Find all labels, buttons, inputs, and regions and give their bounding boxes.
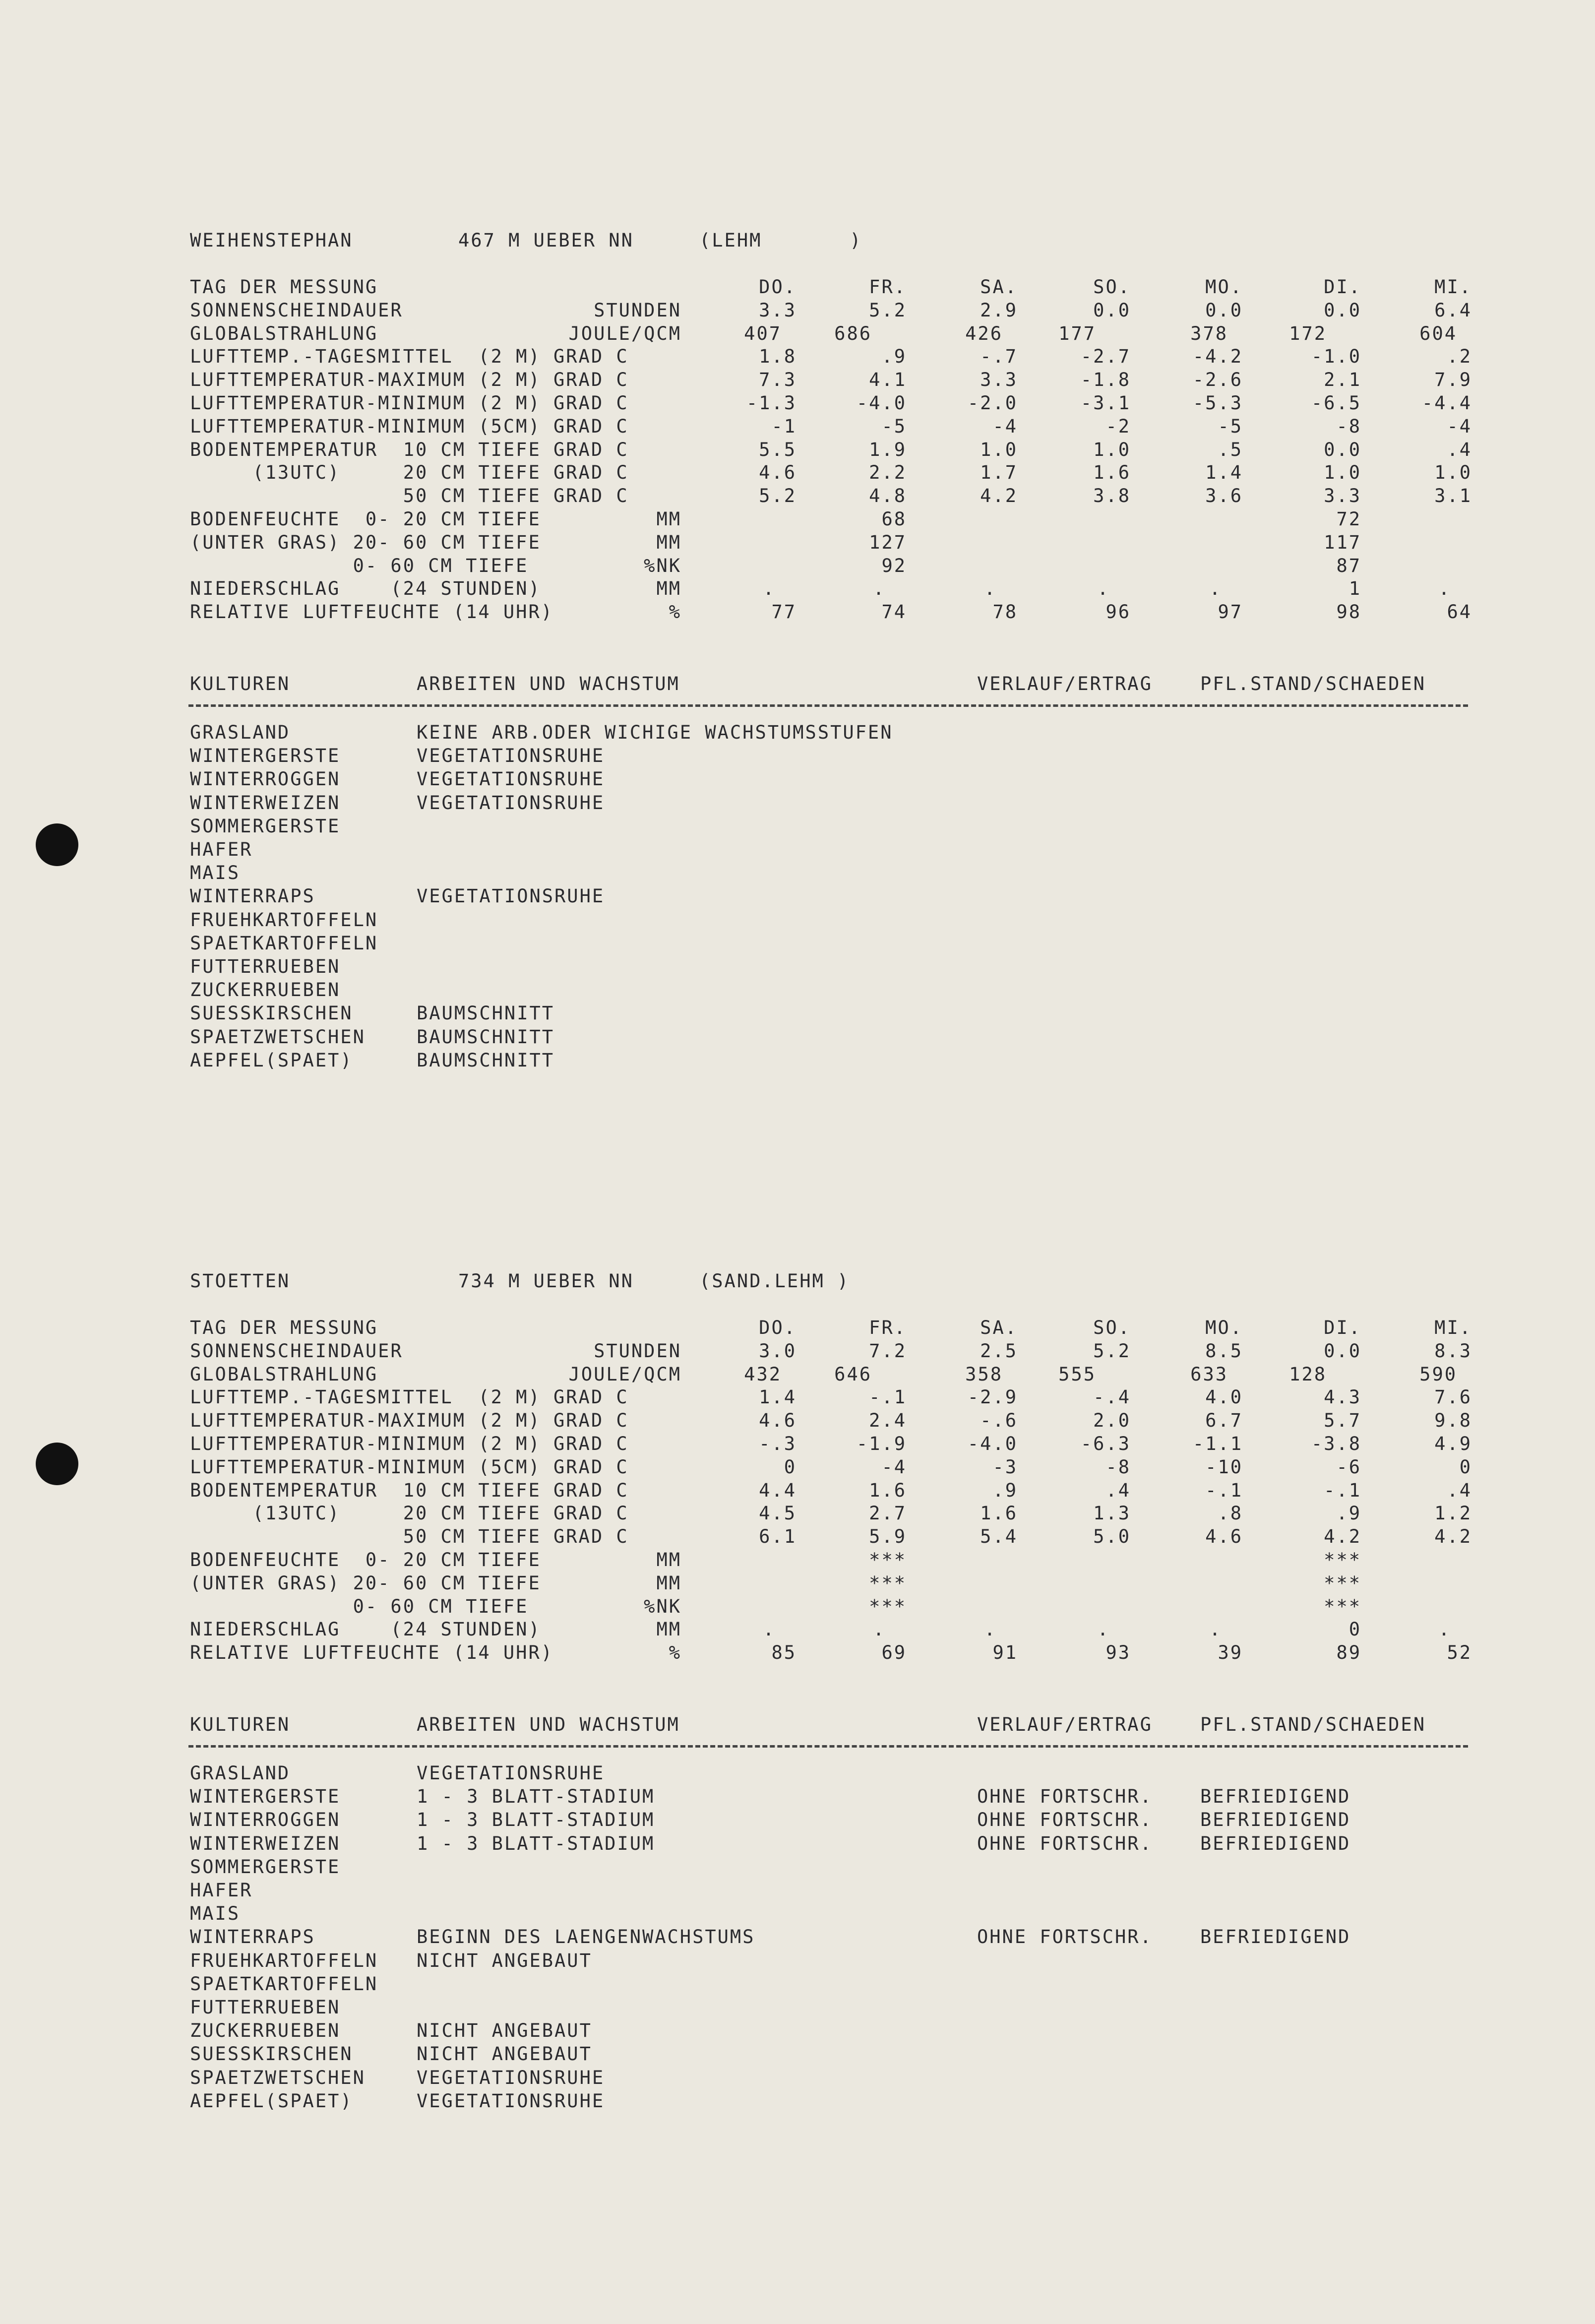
measurement-value: -2 <box>1105 415 1131 437</box>
measurement-value: 555 <box>1058 1363 1096 1385</box>
measurement-label: 0- 60 CM TIEFE <box>190 1595 529 1617</box>
culture-name: SOMMERGERSTE <box>190 815 341 837</box>
measurement-unit: MM <box>656 1572 681 1594</box>
measurement-label: RELATIVE LUFTFEUCHTE (14 UHR) <box>190 1642 554 1664</box>
measurement-label: NIEDERSCHLAG (24 STUNDEN) <box>190 578 541 600</box>
measurement-unit: STUNDEN <box>594 1340 681 1362</box>
measurement-value: 78 <box>992 601 1018 623</box>
measurement-value: 89 <box>1336 1642 1361 1664</box>
day-header: SA. <box>980 1317 1018 1338</box>
measurement-value: 6.7 <box>1205 1410 1243 1432</box>
culture-arbeiten: 1 - 3 BLATT-STADIUM <box>417 1832 655 1854</box>
measurement-value: .8 <box>1218 1503 1243 1524</box>
culture-name: FRUEHKARTOFFELN <box>190 909 378 931</box>
culture-name: WINTERGERSTE <box>190 745 341 767</box>
culture-name: FUTTERRUEBEN <box>190 956 341 977</box>
measurement-unit: % <box>669 601 681 623</box>
culture-header-stand: PFL.STAND/SCHAEDEN <box>1200 673 1426 694</box>
measurement-value: -8 <box>1105 1456 1131 1478</box>
measurement-value: 8.5 <box>1205 1340 1243 1362</box>
measurement-value: . <box>763 578 776 600</box>
measurement-value: 3.1 <box>1434 485 1472 507</box>
culture-arbeiten: NICHT ANGEBAUT <box>417 2020 592 2042</box>
measurement-value: .2 <box>1447 346 1472 368</box>
culture-name: WINTERRAPS <box>190 885 315 907</box>
measurement-label: RELATIVE LUFTFEUCHTE (14 UHR) <box>190 601 554 623</box>
day-header: SA. <box>980 276 1018 298</box>
measurement-value: 4.4 <box>759 1479 797 1501</box>
measurement-value: 8.3 <box>1434 1340 1472 1362</box>
measurement-value: . <box>1438 1619 1451 1640</box>
measurement-label: LUFTTEMP.-TAGESMITTEL (2 M) GRAD C <box>190 346 629 368</box>
measurement-value: 7.2 <box>869 1340 907 1362</box>
measurement-label: LUFTTEMPERATUR-MINIMUM (2 M) GRAD C <box>190 392 629 414</box>
station-altitude: 467 M UEBER NN <box>458 230 634 251</box>
culture-name: AEPFEL(SPAET) <box>190 2090 353 2112</box>
measurement-value: -2.0 <box>967 392 1018 414</box>
culture-name: FRUEHKARTOFFELN <box>190 1949 378 1971</box>
measurement-value: 96 <box>1105 601 1131 623</box>
measurement-value: .9 <box>1336 1503 1361 1524</box>
measurement-unit: MM <box>656 508 681 530</box>
culture-name: HAFER <box>190 839 253 860</box>
measurement-label: (13UTC) 20 CM TIEFE GRAD C <box>190 1503 629 1524</box>
measurement-value: -2.7 <box>1080 346 1131 368</box>
measurement-value: -10 <box>1205 1456 1243 1478</box>
measurement-value: 4.2 <box>1324 1526 1361 1548</box>
measurement-unit: STUNDEN <box>594 299 681 321</box>
culture-arbeiten: BEGINN DES LAENGENWACHSTUMS <box>417 1926 755 1948</box>
culture-name: SUESSKIRSCHEN <box>190 1003 353 1024</box>
measurement-label: LUFTTEMP.-TAGESMITTEL (2 M) GRAD C <box>190 1386 629 1408</box>
culture-name: WINTERROGGEN <box>190 1809 341 1831</box>
measurement-value: -4.4 <box>1421 392 1472 414</box>
measurement-value: -1 <box>771 415 797 437</box>
measurement-value: -8 <box>1336 415 1361 437</box>
measurement-value: . <box>763 1619 776 1640</box>
culture-name: SPAETKARTOFFELN <box>190 1973 378 1995</box>
measurement-value: 3.0 <box>759 1340 797 1362</box>
measurement-value: 1.4 <box>759 1386 797 1408</box>
measurement-label: LUFTTEMPERATUR-MAXIMUM (2 M) GRAD C <box>190 1410 629 1432</box>
day-header: SO. <box>1093 276 1131 298</box>
measurement-value: 358 <box>965 1363 1003 1385</box>
measurement-value: 74 <box>881 601 907 623</box>
culture-name: AEPFEL(SPAET) <box>190 1049 353 1071</box>
measurement-value: . <box>873 1619 886 1640</box>
culture-arbeiten: VEGETATIONSRUHE <box>417 745 605 767</box>
measurement-value: 39 <box>1218 1642 1243 1664</box>
measurement-value: *** <box>869 1549 907 1570</box>
culture-verlauf: OHNE FORTSCHR. <box>977 1926 1153 1948</box>
measurement-value: 172 <box>1289 322 1327 344</box>
measurement-label: LUFTTEMPERATUR-MINIMUM (2 M) GRAD C <box>190 1433 629 1454</box>
measurement-value: -3.1 <box>1080 392 1131 414</box>
measurement-value: -1.9 <box>856 1433 907 1454</box>
measurement-value: . <box>873 578 886 600</box>
measurement-value: 2.4 <box>869 1410 907 1432</box>
measurement-value: 5.9 <box>869 1526 907 1548</box>
day-header: MI. <box>1434 276 1472 298</box>
measurement-value: -4.2 <box>1192 346 1243 368</box>
culture-stand: BEFRIEDIGEND <box>1200 1926 1351 1948</box>
measurement-value: 1.6 <box>980 1503 1018 1524</box>
measurement-value: -4.0 <box>856 392 907 414</box>
measurement-value: -.6 <box>980 1410 1018 1432</box>
measurement-value: *** <box>869 1595 907 1617</box>
measurement-value: *** <box>869 1572 907 1594</box>
measurement-value: 1.6 <box>1093 462 1131 484</box>
culture-verlauf: OHNE FORTSCHR. <box>977 1809 1153 1831</box>
punch-hole <box>36 1443 78 1485</box>
day-header: MO. <box>1205 276 1243 298</box>
culture-header-arbeiten: ARBEITEN UND WACHSTUM <box>417 673 680 694</box>
measurement-value: -2.6 <box>1192 369 1243 391</box>
punch-hole <box>36 823 78 866</box>
culture-name: SPAETZWETSCHEN <box>190 1026 366 1048</box>
dashed-divider <box>188 704 1468 707</box>
measurement-value: 0 <box>1459 1456 1472 1478</box>
culture-arbeiten: VEGETATIONSRUHE <box>417 1762 605 1784</box>
measurement-label: GLOBALSTRAHLUNG <box>190 322 378 344</box>
measurement-value: 604 <box>1419 322 1457 344</box>
measurement-value: 52 <box>1447 1642 1472 1664</box>
measurement-value: 177 <box>1058 322 1096 344</box>
measurement-value: 5.4 <box>980 1526 1018 1548</box>
culture-name: ZUCKERRUEBEN <box>190 2020 341 2042</box>
culture-arbeiten: BAUMSCHNITT <box>417 1003 555 1024</box>
measurement-value: -.1 <box>869 1386 907 1408</box>
measurement-value: 5.0 <box>1093 1526 1131 1548</box>
measurement-label: LUFTTEMPERATUR-MINIMUM (5CM) GRAD C <box>190 1456 629 1478</box>
measurement-value: *** <box>1324 1549 1361 1570</box>
day-header: DO. <box>759 276 797 298</box>
measurement-value: 686 <box>834 322 872 344</box>
measurement-value: 1.4 <box>1205 462 1243 484</box>
measurement-value: 4.6 <box>759 462 797 484</box>
measurement-value: -3.8 <box>1311 1433 1361 1454</box>
culture-name: MAIS <box>190 862 241 884</box>
measurement-value: -4 <box>881 1456 907 1478</box>
measurement-value: 1.9 <box>869 439 907 460</box>
measurement-value: -2.9 <box>967 1386 1018 1408</box>
measurement-unit: %NK <box>644 1595 681 1617</box>
measurement-value: -1.3 <box>746 392 797 414</box>
measurement-unit: JOULE/QCM <box>568 1363 681 1385</box>
culture-arbeiten: 1 - 3 BLATT-STADIUM <box>417 1809 655 1831</box>
measurement-value: . <box>984 578 997 600</box>
measurement-value: 5.5 <box>759 439 797 460</box>
measurement-label: (UNTER GRAS) 20- 60 CM TIEFE <box>190 531 541 553</box>
measurement-value: .4 <box>1447 1479 1472 1501</box>
measurement-value: 68 <box>881 508 907 530</box>
measurement-value: 2.9 <box>980 299 1018 321</box>
station-name: STOETTEN <box>190 1270 291 1292</box>
measurement-value: 97 <box>1218 601 1243 623</box>
measurement-value: 432 <box>744 1363 782 1385</box>
measurement-value: 2.5 <box>980 1340 1018 1362</box>
measurement-value: 4.5 <box>759 1503 797 1524</box>
measurement-value: 2.7 <box>869 1503 907 1524</box>
measurement-unit: MM <box>656 1549 681 1570</box>
culture-name: WINTERRAPS <box>190 1926 315 1948</box>
measurement-value: 590 <box>1419 1363 1457 1385</box>
measurement-value: 5.2 <box>1093 1340 1131 1362</box>
station-soil: (LEHM ) <box>699 230 862 251</box>
measurement-value: -4 <box>992 415 1018 437</box>
measurement-value: -.7 <box>980 346 1018 368</box>
measurement-value: 0.0 <box>1324 439 1361 460</box>
measurement-value: -1.1 <box>1192 1433 1243 1454</box>
culture-arbeiten: NICHT ANGEBAUT <box>417 2043 592 2065</box>
measurement-value: -4 <box>1447 415 1472 437</box>
measurement-value: . <box>1438 578 1451 600</box>
measurement-label: SONNENSCHEINDAUER <box>190 1340 403 1362</box>
culture-name: ZUCKERRUEBEN <box>190 979 341 1001</box>
measurement-value: 1.3 <box>1093 1503 1131 1524</box>
measurement-value: 646 <box>834 1363 872 1385</box>
measurement-value: 64 <box>1447 601 1472 623</box>
measurement-value: .4 <box>1105 1479 1131 1501</box>
measurement-label: BODENFEUCHTE 0- 20 CM TIEFE <box>190 508 541 530</box>
measurement-value: 6.1 <box>759 1526 797 1548</box>
measurement-value: -4.0 <box>967 1433 1018 1454</box>
measurement-value: 87 <box>1336 555 1361 576</box>
measurement-value: 1.6 <box>869 1479 907 1501</box>
measurement-value: .5 <box>1218 439 1243 460</box>
culture-name: MAIS <box>190 1903 241 1925</box>
measurement-value: 4.2 <box>1434 1526 1472 1548</box>
day-header: MO. <box>1205 1317 1243 1338</box>
measurement-label: TAG DER MESSUNG <box>190 276 378 298</box>
measurement-value: -.3 <box>759 1433 797 1454</box>
measurement-value: . <box>1209 578 1222 600</box>
measurement-value: 407 <box>744 322 782 344</box>
culture-header-verlauf: VERLAUF/ERTRAG <box>977 673 1153 694</box>
measurement-value: 0.0 <box>1093 299 1131 321</box>
measurement-value: 0.0 <box>1324 299 1361 321</box>
culture-arbeiten: VEGETATIONSRUHE <box>417 792 605 814</box>
measurement-value: -.1 <box>1324 1479 1361 1501</box>
measurement-label: NIEDERSCHLAG (24 STUNDEN) <box>190 1619 541 1640</box>
measurement-value: 3.6 <box>1205 485 1243 507</box>
measurement-value: . <box>1097 578 1110 600</box>
measurement-value: *** <box>1324 1572 1361 1594</box>
culture-name: WINTERWEIZEN <box>190 1832 341 1854</box>
measurement-label: 50 CM TIEFE GRAD C <box>190 1526 629 1548</box>
measurement-value: 5.2 <box>759 485 797 507</box>
measurement-value: 4.3 <box>1324 1386 1361 1408</box>
measurement-value: 4.1 <box>869 369 907 391</box>
culture-header-arbeiten: ARBEITEN UND WACHSTUM <box>417 1714 680 1735</box>
culture-header-kulturen: KULTUREN <box>190 673 291 694</box>
measurement-unit: JOULE/QCM <box>568 322 681 344</box>
measurement-value: 2.0 <box>1093 1410 1131 1432</box>
measurement-value: .9 <box>992 1479 1018 1501</box>
culture-arbeiten: VEGETATIONSRUHE <box>417 2090 605 2112</box>
measurement-value: 4.6 <box>1205 1526 1243 1548</box>
culture-name: FUTTERRUEBEN <box>190 1997 341 2018</box>
measurement-value: 2.2 <box>869 462 907 484</box>
day-header: SO. <box>1093 1317 1131 1338</box>
culture-verlauf: OHNE FORTSCHR. <box>977 1786 1153 1808</box>
measurement-value: -5 <box>1218 415 1243 437</box>
measurement-value: -6.3 <box>1080 1433 1131 1454</box>
culture-arbeiten: BAUMSCHNITT <box>417 1049 555 1071</box>
measurement-value: 77 <box>771 601 797 623</box>
measurement-value: 5.2 <box>869 299 907 321</box>
culture-arbeiten: BAUMSCHNITT <box>417 1026 555 1048</box>
culture-arbeiten: VEGETATIONSRUHE <box>417 885 605 907</box>
culture-arbeiten: VEGETATIONSRUHE <box>417 768 605 790</box>
measurement-value: 2.1 <box>1324 369 1361 391</box>
measurement-value: 426 <box>965 322 1003 344</box>
measurement-unit: MM <box>656 1619 681 1640</box>
day-header: DI. <box>1324 276 1361 298</box>
measurement-value: -6 <box>1336 1456 1361 1478</box>
measurement-value: 1.0 <box>1434 462 1472 484</box>
measurement-value: -3 <box>992 1456 1018 1478</box>
measurement-label: BODENFEUCHTE 0- 20 CM TIEFE <box>190 1549 541 1570</box>
measurement-value: -.1 <box>1205 1479 1243 1501</box>
measurement-unit: MM <box>656 531 681 553</box>
measurement-value: -.4 <box>1093 1386 1131 1408</box>
measurement-value: 1.0 <box>980 439 1018 460</box>
measurement-value: 4.0 <box>1205 1386 1243 1408</box>
measurement-value: 4.2 <box>980 485 1018 507</box>
measurement-value: 1.0 <box>1093 439 1131 460</box>
culture-stand: BEFRIEDIGEND <box>1200 1809 1351 1831</box>
measurement-value: -1.0 <box>1311 346 1361 368</box>
measurement-value: 3.3 <box>980 369 1018 391</box>
measurement-value: -5.3 <box>1192 392 1243 414</box>
measurement-value: 128 <box>1289 1363 1327 1385</box>
measurement-value: 1.7 <box>980 462 1018 484</box>
measurement-value: . <box>984 1619 997 1640</box>
measurement-value: 3.3 <box>1324 485 1361 507</box>
measurement-label: SONNENSCHEINDAUER <box>190 299 403 321</box>
measurement-label: LUFTTEMPERATUR-MINIMUM (5CM) GRAD C <box>190 415 629 437</box>
culture-arbeiten: NICHT ANGEBAUT <box>417 1949 592 1971</box>
day-header: DO. <box>759 1317 797 1338</box>
station-soil: (SAND.LEHM ) <box>699 1270 850 1292</box>
measurement-value: 378 <box>1190 322 1228 344</box>
culture-name: SOMMERGERSTE <box>190 1856 341 1878</box>
measurement-label: BODENTEMPERATUR 10 CM TIEFE GRAD C <box>190 1479 629 1501</box>
measurement-value: 5.7 <box>1324 1410 1361 1432</box>
measurement-value: 3.8 <box>1093 485 1131 507</box>
measurement-value: 85 <box>771 1642 797 1664</box>
culture-stand: BEFRIEDIGEND <box>1200 1832 1351 1854</box>
measurement-value: 4.6 <box>759 1410 797 1432</box>
culture-name: WINTERGERSTE <box>190 1786 341 1808</box>
measurement-value: 6.4 <box>1434 299 1472 321</box>
measurement-value: 7.9 <box>1434 369 1472 391</box>
dashed-divider <box>188 1745 1468 1748</box>
measurement-value: . <box>1097 1619 1110 1640</box>
measurement-value: 69 <box>881 1642 907 1664</box>
day-header: MI. <box>1434 1317 1472 1338</box>
measurement-value: 1 <box>1349 578 1361 600</box>
culture-name: WINTERWEIZEN <box>190 792 341 814</box>
measurement-value: .4 <box>1447 439 1472 460</box>
day-header: FR. <box>869 276 907 298</box>
culture-stand: BEFRIEDIGEND <box>1200 1786 1351 1808</box>
measurement-value: 117 <box>1324 531 1361 553</box>
measurement-unit: MM <box>656 578 681 600</box>
measurement-label: 0- 60 CM TIEFE <box>190 555 529 576</box>
culture-name: GRASLAND <box>190 1762 291 1784</box>
day-header: DI. <box>1324 1317 1361 1338</box>
measurement-value: 0.0 <box>1324 1340 1361 1362</box>
day-header: FR. <box>869 1317 907 1338</box>
culture-header-stand: PFL.STAND/SCHAEDEN <box>1200 1714 1426 1735</box>
measurement-value: 0 <box>1349 1619 1361 1640</box>
measurement-value: 1.2 <box>1434 1503 1472 1524</box>
measurement-value: 98 <box>1336 601 1361 623</box>
culture-arbeiten: KEINE ARB.ODER WICHIGE WACHSTUMSSTUFEN <box>417 722 893 743</box>
measurement-value: -5 <box>881 415 907 437</box>
measurement-value: 1.8 <box>759 346 797 368</box>
culture-verlauf: OHNE FORTSCHR. <box>977 1832 1153 1854</box>
measurement-value: .9 <box>881 346 907 368</box>
measurement-unit: %NK <box>644 555 681 576</box>
culture-name: HAFER <box>190 1880 253 1901</box>
culture-header-verlauf: VERLAUF/ERTRAG <box>977 1714 1153 1735</box>
measurement-value: 3.3 <box>759 299 797 321</box>
measurement-value: 7.3 <box>759 369 797 391</box>
measurement-label: (UNTER GRAS) 20- 60 CM TIEFE <box>190 1572 541 1594</box>
measurement-value: 92 <box>881 555 907 576</box>
culture-name: WINTERROGGEN <box>190 768 341 790</box>
measurement-value: 127 <box>869 531 907 553</box>
measurement-value: 93 <box>1105 1642 1131 1664</box>
culture-arbeiten: 1 - 3 BLATT-STADIUM <box>417 1786 655 1808</box>
measurement-label: TAG DER MESSUNG <box>190 1317 378 1338</box>
culture-arbeiten: VEGETATIONSRUHE <box>417 2067 605 2088</box>
station-name: WEIHENSTEPHAN <box>190 230 353 251</box>
measurement-value: 0 <box>784 1456 797 1478</box>
measurement-value: 633 <box>1190 1363 1228 1385</box>
measurement-value: 9.8 <box>1434 1410 1472 1432</box>
measurement-value: 72 <box>1336 508 1361 530</box>
measurement-value: 7.6 <box>1434 1386 1472 1408</box>
culture-name: SPAETKARTOFFELN <box>190 932 378 954</box>
measurement-label: BODENTEMPERATUR 10 CM TIEFE GRAD C <box>190 439 629 460</box>
station-altitude: 734 M UEBER NN <box>458 1270 634 1292</box>
culture-header-kulturen: KULTUREN <box>190 1714 291 1735</box>
measurement-value: 4.8 <box>869 485 907 507</box>
measurement-value: 4.9 <box>1434 1433 1472 1454</box>
culture-name: SPAETZWETSCHEN <box>190 2067 366 2088</box>
measurement-label: LUFTTEMPERATUR-MAXIMUM (2 M) GRAD C <box>190 369 629 391</box>
measurement-value: 1.0 <box>1324 462 1361 484</box>
measurement-value: *** <box>1324 1595 1361 1617</box>
measurement-unit: % <box>669 1642 681 1664</box>
measurement-value: -6.5 <box>1311 392 1361 414</box>
measurement-value: 91 <box>992 1642 1018 1664</box>
measurement-value: -1.8 <box>1080 369 1131 391</box>
measurement-label: 50 CM TIEFE GRAD C <box>190 485 629 507</box>
culture-name: GRASLAND <box>190 722 291 743</box>
measurement-value: . <box>1209 1619 1222 1640</box>
measurement-value: 0.0 <box>1205 299 1243 321</box>
measurement-label: GLOBALSTRAHLUNG <box>190 1363 378 1385</box>
culture-name: SUESSKIRSCHEN <box>190 2043 353 2065</box>
measurement-label: (13UTC) 20 CM TIEFE GRAD C <box>190 462 629 484</box>
